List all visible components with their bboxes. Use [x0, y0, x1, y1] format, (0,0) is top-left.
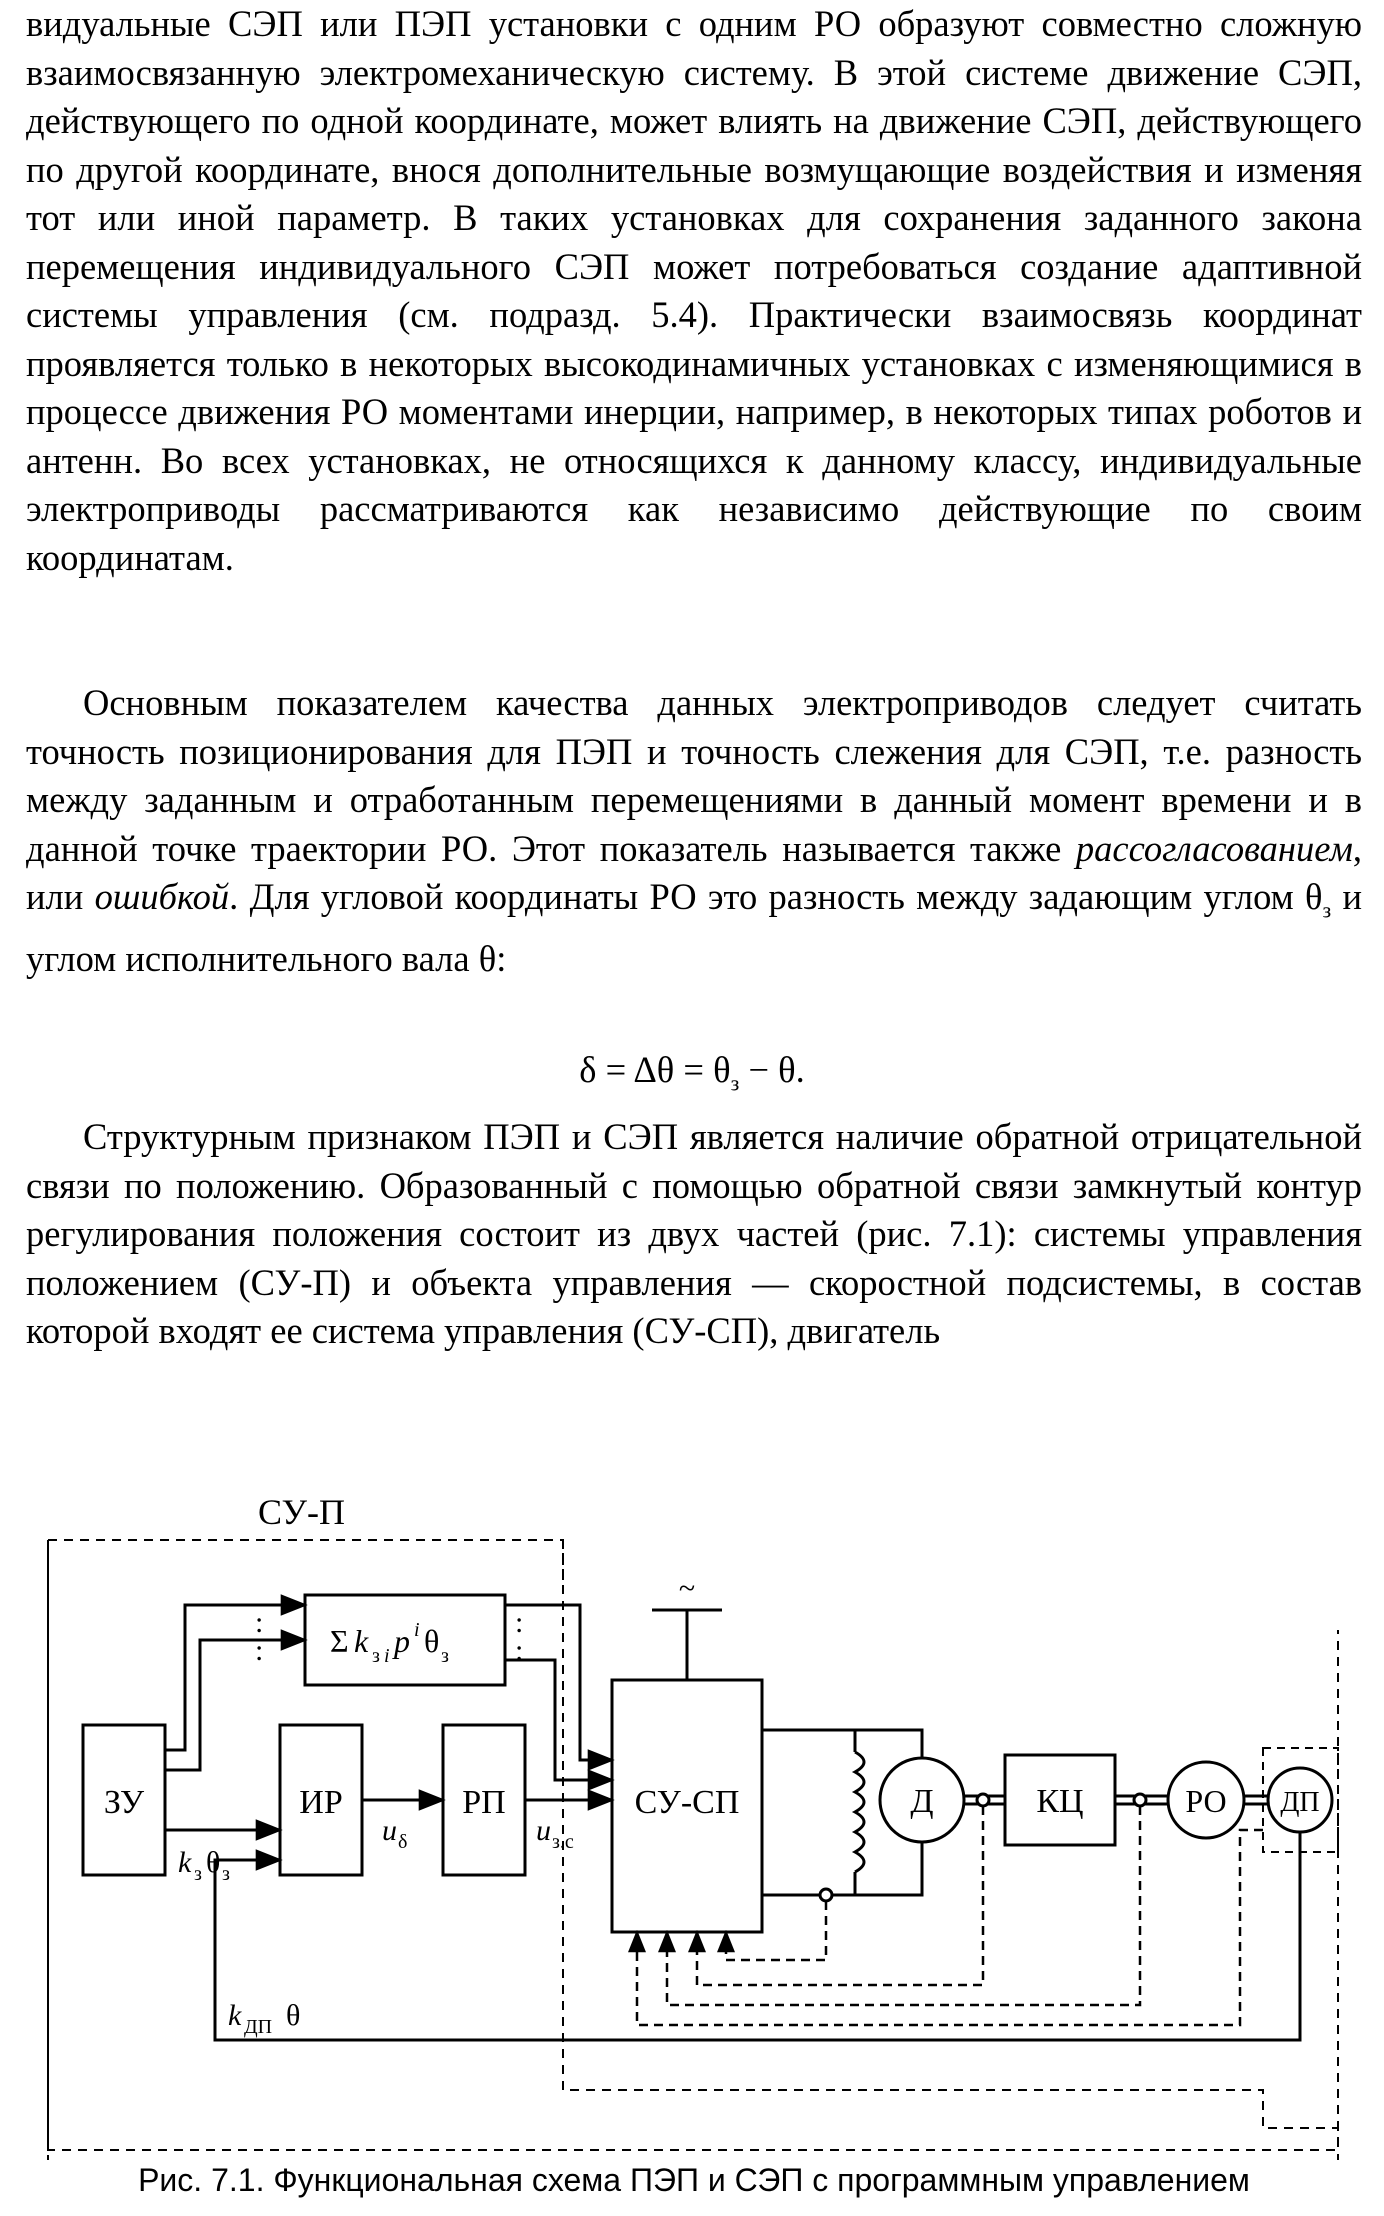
signal-k3-theta3 [178, 1846, 230, 1885]
load-sensor-point [1134, 1794, 1146, 1806]
signal-kdp-theta [228, 1999, 300, 2038]
spacer [165, 1790, 280, 1850]
dots-right-2: : [515, 1634, 524, 1667]
dots-left-2: : [255, 1634, 264, 1667]
block-ir-label: ИР [299, 1784, 343, 1821]
sum-theta-sub: з [441, 1645, 449, 1667]
u-zs-sub: з.с [552, 1831, 574, 1853]
supply-tilde: ~ [678, 1572, 696, 1605]
sum-p: p [394, 1623, 410, 1659]
dots-left-1: : [255, 1606, 264, 1639]
functional-diagram [0, 1480, 1384, 2160]
paragraph-2 [26, 679, 1362, 983]
p2-subscript: з [1322, 897, 1332, 923]
armature-top-wire [762, 1730, 922, 1758]
sum-k-sub: з [372, 1645, 380, 1667]
p2-emphasis-oshibka: ошибкой [94, 876, 230, 917]
p2-text-d: и углом исполнительного вала θ: [26, 876, 1362, 979]
sum-k-i: i [384, 1645, 390, 1667]
p2-emphasis-rassoglasovanie: рассогласованием [1075, 827, 1353, 869]
motor-d-label: Д [910, 1783, 934, 1820]
kdp-sub: ДП [244, 2016, 273, 2038]
block-su-sp-label: СУ-СП [634, 1784, 740, 1821]
speed-sensor-point [977, 1794, 989, 1806]
u-delta-u: u [382, 1814, 397, 1847]
figure-caption: Рис. 7.1. Функциональная схема ПЭП и СЭП с программным управлением [138, 2162, 1250, 2198]
formula-subscript: з [730, 1070, 740, 1096]
formula-part-a: δ = Δθ = θ [579, 1049, 731, 1090]
paragraph-1: видуальные СЭП или ПЭП установки с одним РО образуют совместно сложную взаимосвязанную электромеханическую систему. В этой системе движение СЭП, действующего по одной координате, может влиять на движение СЭП, действующего по другой координате, внося дополнительные возмущающие воздействия и изменяя тот или иной параметр. В таких установках для сохранения заданного закона перемещения индивидуального СЭП может потребоваться создание адаптивной системы управления (см. подразд. 5.4). Практически взаимосвязь координат проявляется только в некоторых высокодинамичных установках с изменяющимися в процессе движения РО моментами инерции, например, в некоторых типах роботов и антенн. Во всех установках, не относящихся к данному классу, индивидуальные электроприводы рассматриваются как независимо действующие по своим координатам. [26, 3, 1362, 578]
u-zs-u: u [536, 1814, 551, 1847]
p2-text-a: Основным показателем качества данных электроприводов следует считать точность позиционирования для ПЭП и точность слежения для СЭП, т.е. разность между заданным и отработанным перемещениями в данный момент времени и в данной точке траектории РО. Этот показатель называется также [26, 682, 1362, 869]
p2-text-b: , или [26, 827, 1362, 917]
formula-part-b: − θ. [739, 1049, 805, 1090]
theta3-sub: з [222, 1863, 230, 1885]
sum-k: k [354, 1623, 369, 1659]
k3-sub: з [194, 1863, 202, 1885]
paragraph-3: Структурным признаком ПЭП и СЭП является наличие обратной отрицательной связи по положению. Образованный с помощью обратной связи замкнутый контур регулирования положения состоит из двух частей (рис. 7.1): системы управления положением (СУ-П) и объекта управления — скоростной подсистемы, в состав которой входят ее система управления (СУ-СП), двигатель [26, 1116, 1362, 1351]
sum-sigma: Σ [330, 1623, 349, 1659]
armature-bottom-wire [762, 1842, 922, 1895]
k3-k: k [178, 1846, 192, 1879]
signal-u-zs [536, 1814, 574, 1853]
signal-u-delta [382, 1814, 407, 1853]
su-p-label: СУ-П [258, 1492, 346, 1532]
block-zu-label: ЗУ [103, 1784, 145, 1821]
sum-theta: θ [424, 1623, 440, 1659]
sum-p-sup: i [414, 1619, 420, 1641]
u-delta-sub: δ [398, 1831, 408, 1853]
kdp-k: k [228, 1999, 242, 2032]
block-dp-label: ДП [1280, 1787, 1320, 1818]
dots-right-1: : [515, 1606, 524, 1639]
p2-text-c: . Для угловой координаты РО это разность между задающим углом θ [229, 876, 1323, 917]
current-sensor-point [820, 1889, 832, 1901]
block-kc-label: КЦ [1036, 1783, 1084, 1820]
theta3: θ [206, 1846, 221, 1879]
kdp-theta: θ [286, 1999, 301, 2032]
error-formula [0, 1046, 1384, 1107]
block-rp-label: РП [462, 1784, 506, 1821]
field-winding [855, 1752, 864, 1872]
block-ro-label: РО [1185, 1783, 1227, 1819]
